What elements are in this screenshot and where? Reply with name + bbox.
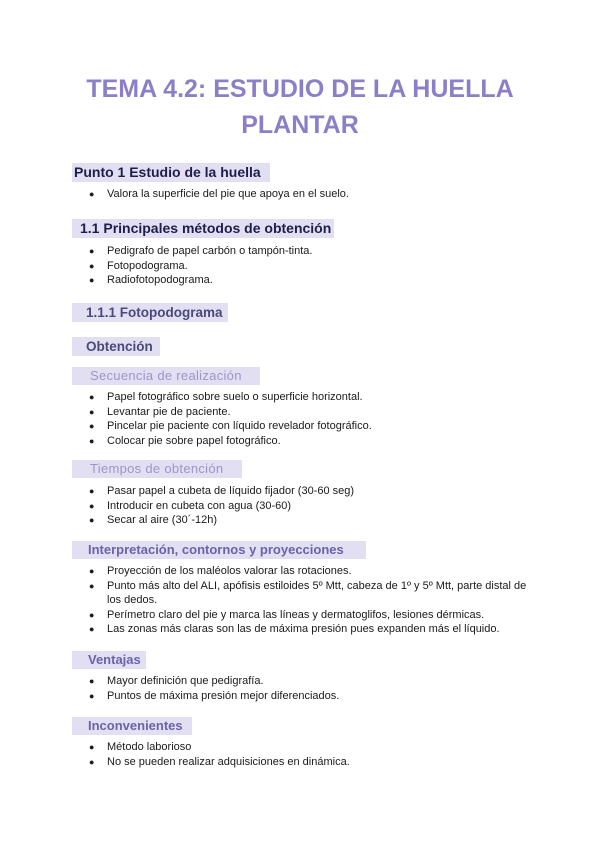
bullet: ● (89, 246, 95, 256)
bullet: ● (89, 624, 95, 635)
heading-obtencion: Obtención (72, 337, 160, 356)
list-item: ● Pasar papel a cubeta de líquido fijador (30-60 seg) (89, 485, 355, 497)
bullet: ● (89, 486, 95, 496)
bullet: ● (89, 756, 95, 767)
bullet: ● (89, 189, 95, 199)
list-tiempos (85, 484, 527, 528)
list-item: ● No se pueden realizar adquisiciones en dinámica. (89, 755, 350, 768)
list-interpretacion (85, 564, 527, 637)
bullet: ● (89, 676, 95, 686)
list-principales-metodos (85, 244, 527, 288)
bullet: ● (89, 609, 95, 620)
bullet: ● (89, 500, 95, 511)
bullet: ● (89, 515, 95, 526)
list-item: ● Las zonas más claras son las de máxima presión pues expanden más el líquido. (89, 623, 500, 636)
list-ventajas (85, 674, 527, 703)
list-item: ● Colocar pie sobre papel fotográfico. (89, 434, 281, 447)
bullet: ● (89, 580, 95, 591)
list-item: ● Punto más alto del ALI, apófisis estiloides 5º Mtt, cabeza de 1º y 5º Mtt, parte distal de los dedos. (89, 579, 527, 607)
list-item: ● Papel fotográfico sobre suelo o superficie horizontal. (89, 391, 363, 403)
list-item: ● Fotopodograma. (89, 259, 188, 272)
bullet: ● (89, 260, 95, 271)
heading-inconvenientes: Inconvenientes (72, 717, 192, 735)
bullet: ● (89, 742, 95, 752)
list-item: ● Levantar pie de paciente. (89, 405, 231, 418)
bullet: ● (89, 690, 95, 701)
list-item: ● Puntos de máxima presión mejor diferenciados. (89, 689, 340, 702)
heading-secuencia: Secuencia de realización (72, 367, 260, 385)
bullet: ● (89, 275, 95, 286)
bullet: ● (89, 435, 95, 446)
list-item: ● Proyección de los maléolos valorar las rotaciones. (89, 565, 352, 577)
list-item: ● Pedigrafo de papel carbón o tampón-tinta. (89, 245, 313, 257)
list-secuencia (85, 390, 527, 448)
heading-interpretacion: Interpretación, contornos y proyecciones (72, 541, 366, 559)
document-title-line-2: PLANTAR (241, 111, 359, 139)
heading-principales-metodos: 1.1 Principales métodos de obtención (72, 219, 334, 238)
list-item: ● Método laborioso (89, 741, 192, 753)
bullet: ● (89, 406, 95, 417)
heading-fotopodograma: 1.1.1 Fotopodograma (72, 303, 228, 322)
heading-ventajas: Ventajas (72, 651, 146, 669)
list-item: ● Valora la superficie del pie que apoya en el suelo. (89, 188, 349, 200)
bullet: ● (89, 421, 95, 432)
list-item: ● Introducir en cubeta con agua (30-60) (89, 499, 292, 512)
bullet: ● (89, 566, 95, 576)
bullet: ● (89, 392, 95, 402)
list-punto-1 (85, 187, 527, 202)
heading-tiempos: Tiempos de obtención (72, 460, 242, 478)
list-item: ● Pincelar pie paciente con líquido revelador fotográfico. (89, 420, 372, 433)
list-inconvenientes (85, 740, 527, 769)
list-item: ● Perímetro claro del pie y marca las líneas y dermatoglifos, lesiones dérmicas. (89, 608, 485, 621)
list-item: ● Mayor definición que pedigrafía. (89, 675, 264, 687)
document-title-line-1: TEMA 4.2: ESTUDIO DE LA HUELLA (86, 75, 514, 103)
list-item: ● Secar al aire (30´-12h) (89, 514, 218, 527)
list-item: ● Radiofotopodograma. (89, 274, 213, 287)
heading-punto-1: Punto 1 Estudio de la huella (72, 163, 270, 182)
